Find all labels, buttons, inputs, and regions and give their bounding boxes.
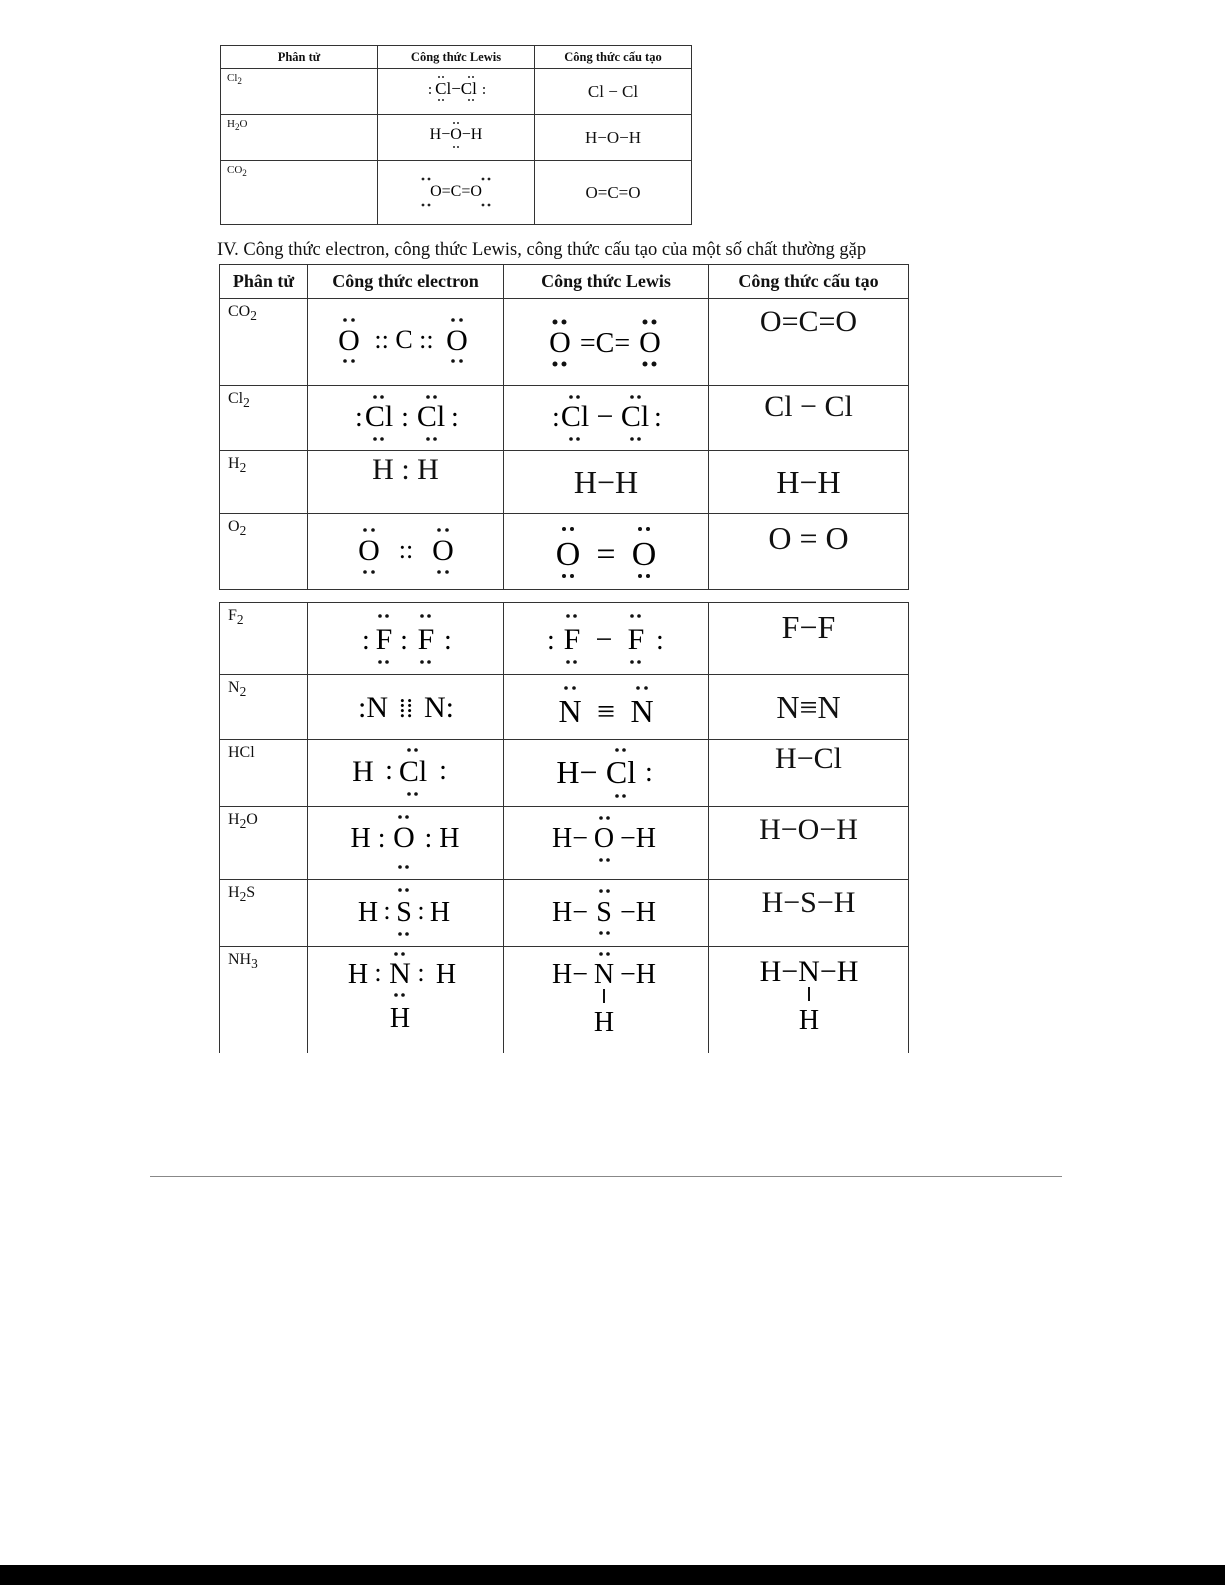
table-row [220,603,909,675]
h2o-electron-formula [346,811,466,875]
lewis-cell [504,514,709,590]
svg-text:H: H [347,959,368,990]
svg-text:F: F [627,622,645,656]
svg-text:H−: H− [551,959,589,990]
lewis-cell [504,603,709,675]
electron-cell: H : H [308,451,504,514]
electron-cell [308,386,504,451]
lewis-cell [504,299,709,386]
svg-text:H: H [593,1007,615,1038]
structural-cell: H−H [709,451,909,514]
table-row [220,740,909,807]
molecule-cell: $H_2O$ [221,115,378,161]
electron-cell [308,880,504,947]
svg-text::: : [656,624,664,656]
svg-text:O: O [445,324,468,357]
molecule-cell: $Cl_2$ [220,386,308,451]
svg-text:Cl: Cl [416,400,445,433]
lewis-cell [504,880,709,947]
header-molecule: Phân tử [220,265,308,299]
electron-cell [308,675,504,740]
structural-cell: Cl − Cl [535,69,692,115]
svg-text::: : [547,624,555,656]
svg-text::: : [450,402,459,433]
hcl-electron-formula [351,743,461,803]
table-row [220,880,909,947]
lewis-cell [504,740,709,807]
svg-text:≡: ≡ [596,693,616,729]
structural-cell [709,947,909,1053]
lewis-cell [504,675,709,740]
table-row [220,675,909,740]
svg-text:−: − [596,400,614,433]
lewis-table-small [220,45,692,225]
section-heading: IV. Công thức electron, công thức Lewis, công thức cấu tạo của một số chất thường gặp [217,240,867,260]
molecule-cell: $Cl_2$ [221,69,378,115]
svg-text:H−N−H: H−N−H [759,955,858,988]
electron-cell [308,807,504,880]
structural-cell: F−F [709,603,909,675]
o2-electron-formula [351,522,461,582]
svg-text:: H: : H [424,823,459,854]
svg-text:N: N [593,959,615,990]
f2-electron-formula [358,609,454,669]
table-row [221,161,692,225]
svg-text::: : [354,402,363,433]
svg-text:O: O [631,535,657,573]
nh3-electron-formula [346,951,466,1035]
svg-text:H−: H− [551,897,589,928]
co2-lewis-formula [546,312,666,372]
lewis-cell [504,807,709,880]
svg-text:H−: H− [551,823,589,854]
svg-text:−: − [595,622,613,656]
svg-text::: C ::: :: C :: [373,325,434,354]
electron-cell [308,947,504,1053]
lewis-cell [378,115,535,161]
svg-text:O: O [431,533,454,567]
svg-text::: : [384,755,393,786]
svg-text:−H: −H [619,823,657,854]
structural-cell: O = O [709,514,909,590]
nh3-lewis-formula [546,951,666,1038]
structural-cell: Cl − Cl [709,386,909,451]
svg-text:H−O−H: H−O−H [429,126,483,143]
co2-lewis-formula [411,170,501,210]
svg-text::N: :N [357,691,388,724]
svg-text::: : [400,402,409,433]
svg-text:=: = [596,535,616,573]
f2-lewis-formula [546,609,666,669]
svg-text:H :: H : [350,823,385,854]
molecule-cell: $H_2$ [220,451,308,514]
structural-cell: O=C=O [709,299,909,386]
molecule-cell: $H_2O$ [220,807,308,880]
svg-text:Cl: Cl [605,754,637,790]
co2-electron-formula [331,312,481,372]
table-row [220,451,909,514]
structural-cell: H−O−H [709,807,909,880]
electron-cell [308,299,504,386]
svg-text:O: O [392,821,415,854]
molecule-cell: $CO_2$ [221,161,378,225]
n2-lewis-formula [556,682,656,732]
table-row [220,514,909,590]
header-molecule: Phân tử [221,46,378,69]
svg-text::: : [654,402,662,433]
table-row [221,115,692,161]
table-row [220,386,909,451]
cl2-lewis-formula [551,390,661,446]
main-formula-table-continued [219,602,909,1053]
h2o-lewis-formula [546,811,666,875]
electron-cell [308,740,504,807]
horizontal-divider [150,1176,1062,1177]
table-header-row [221,46,692,69]
lewis-cell [378,161,535,225]
table-row [220,807,909,880]
lewis-cell [504,947,709,1053]
svg-text:−H: −H [619,959,657,990]
svg-text:N: N [388,957,411,990]
lewis-cell [378,69,535,115]
nh3-structural-formula [744,951,874,1035]
table-row [221,69,692,115]
molecule-cell: $CO_2$ [220,299,308,386]
table-header-row [220,265,909,299]
svg-text::: : [399,624,408,656]
svg-text::: : [552,402,560,433]
svg-text:H: H [798,1005,819,1036]
table-row [220,947,909,1053]
cl2-electron-formula [351,390,461,446]
header-electron: Công thức electron [308,265,504,299]
svg-text:F: F [417,622,434,656]
structural-cell: O=C=O [535,161,692,225]
svg-text:O: O [337,324,360,357]
svg-text:O: O [639,326,661,359]
electron-cell [308,603,504,675]
cl2-lewis-formula [411,71,501,107]
svg-text:Cl: Cl [364,400,393,433]
svg-text:::: :: [398,534,413,564]
structural-cell: H−O−H [535,115,692,161]
svg-text::: : [645,757,653,788]
h2o-lewis-formula [411,117,501,153]
h2s-electron-formula [356,883,456,943]
svg-text::: : [443,624,452,656]
svg-text:O: O [549,326,571,359]
molecule-cell: $O_2$ [220,514,308,590]
svg-text:N: N [630,693,654,729]
svg-text:H−: H− [556,754,598,790]
svg-text::: : [382,896,391,925]
molecule-cell: $F_2$ [220,603,308,675]
svg-text::: : [373,958,382,987]
svg-text:N:: N: [423,691,454,724]
svg-text:O: O [555,535,581,573]
o2-lewis-formula [556,521,656,583]
molecule-cell: $H_2S$ [220,880,308,947]
svg-text:F: F [375,622,392,656]
lewis-cell: H−H [504,451,709,514]
molecule-cell: $NH_3$ [220,947,308,1053]
svg-text:S: S [395,897,412,928]
svg-text:Cl: Cl [620,400,650,433]
header-structural: Công thức cấu tạo [709,265,909,299]
svg-text:O: O [357,533,380,567]
header-lewis: Công thức Lewis [378,46,535,69]
svg-text:O: O [593,823,615,854]
svg-text::: : [416,958,425,987]
main-formula-table [219,264,909,590]
svg-text::: : [416,896,425,925]
svg-text::: : [361,624,370,656]
svg-text:=C=: =C= [579,328,631,359]
svg-text:H: H [389,1003,410,1034]
electron-cell [308,514,504,590]
molecule-cell: HCl [220,740,308,807]
svg-text:H: H [351,755,374,788]
structural-cell: H−Cl [709,740,909,807]
molecule-cell: $N_2$ [220,675,308,740]
svg-text:H: H [357,897,378,928]
header-structural: Công thức cấu tạo [535,46,692,69]
hcl-lewis-formula [551,743,661,803]
svg-text:Cl−Cl: Cl−Cl [435,79,477,98]
h2s-lewis-formula [546,883,666,943]
lewis-cell [504,386,709,451]
structural-cell: N≡N [709,675,909,740]
svg-text:N: N [558,693,582,729]
svg-text:Cl: Cl [560,400,590,433]
svg-text:S: S [596,897,612,928]
svg-text:H: H [429,897,450,928]
svg-text:⁞⁞: ⁞⁞ [398,694,413,723]
footer-bar [0,1565,1225,1585]
svg-text:H: H [435,959,456,990]
header-lewis: Công thức Lewis [504,265,709,299]
svg-text:Cl: Cl [398,755,427,788]
svg-text:−H: −H [619,897,657,928]
n2-electron-formula [351,687,461,727]
svg-text::: : [438,755,447,786]
table-row [220,299,909,386]
structural-cell: H−S−H [709,880,909,947]
svg-text:F: F [563,622,581,656]
svg-text:O=C=O: O=C=O [430,183,482,200]
